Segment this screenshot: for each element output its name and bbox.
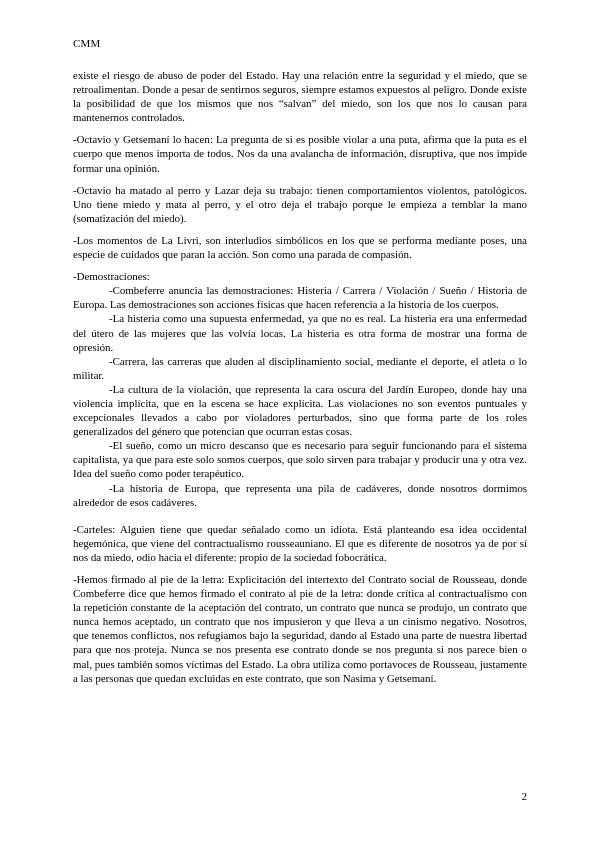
page-number: 2 xyxy=(521,791,527,803)
demostraciones-heading: -Demostraciones: xyxy=(73,271,150,284)
paragraph-contrato-social: -Hemos firmado al pie de la letra: Explicitación del intertexto del Contrato social de Rousseau, donde Combeferre dice que hemos firmado el contrato al pie de la letra: donde crítica al contractualismo con la repetición constante de la aceptación del contrato, un contrato que nunca se produjo, un contrato que nunca hemos aceptado, un contrato que nos impusieron y que lleva a un cinismo negativo. Nosotros, que tenemos conflictos, nos refugiamos bajo la seguridad, dando al Estado una parte de nuestra libertad para que nos proteja. Nunca se nos presenta ese contrato donde se nos pregunta si nos parece bien o mal, pues también somos víctimas del Estado. La obra utiliza como portavoces de Rousseau, justamente a las personas que quedan excluidas en este contrato, que son Nasima y Getsemaní. xyxy=(73,574,527,685)
demostraciones-item: -La histeria como una supuesta enfermedad, ya que no es real. La histeria era una enfermedad del útero de las mujeres que las volvía locas. La histeria es otra forma de mostrar una forma de opresión. xyxy=(73,313,527,354)
paragraph-octavio-getsemani: -Octavio y Getsemaní lo hacen: La pregunta de si es posible violar a una puta, afirma que la puta es el cuerpo que menos importa de todos. Nos da una avalancha de información, disruptiva, que nos impide formar una opinión. xyxy=(73,134,527,175)
demostraciones-item: -La cultura de la violación, que representa la cara oscura del Jardín Europeo, donde hay una violencia implícita, que en la escena se hace explícita. Las violaciones no son eventos puntuales y excepcionales llevados a cabo por violadores perturbados, sino que forma parte de los roles generalizados del género que potencian que ocurran estas cosas. xyxy=(73,383,527,439)
demostraciones-item: -El sueño, como un micro descanso que es necesario para seguir funcionando para el sistema capitalista, ya que para este solo somos cuerpos, que solo sirven para trabajar y producir una y otra vez. Idea del sueño como poder terapéutico. xyxy=(73,440,527,481)
document-body xyxy=(73,69,527,694)
paragraph-estado-miedo: existe el riesgo de abuso de poder del Estado. Hay una relación entre la seguridad y el miedo, que se retroalimentan. Donde a pesar de sentirnos seguros, siempre estamos expuestos al peligro. Donde existe la posibilidad de que los mismos que nos “salvan” del miedo, son los que nos lo causan para mantenernos controlados. xyxy=(73,70,527,125)
paragraph-octavio-lazar: -Octavio ha matado al perro y Lazar deja su trabajo: tienen comportamientos violentos, patológicos. Uno tiene miedo y mata al perro, y el otro deja el trabajo porque le empieza a temblar la mano (somatización del miedo). xyxy=(73,184,527,225)
paragraph-la-livri: -Los momentos de La Livri, son interludios simbólicos en los que se performa mediante poses, una especie de cuidados que paran la acción. Son como una parada de compasión. xyxy=(73,234,527,262)
demostraciones-item: -La historia de Europa, que representa una pila de cadáveres, donde nosotros dormimos alrededor de esos cadáveres. xyxy=(73,482,527,509)
page-header: CMM xyxy=(73,38,101,50)
paragraph-carteles: -Carteles: Alguien tiene que quedar señalado como un idiota. Está planteando esa idea occidental hegemónica, que viene del contractualismo rousseauniano. El que es diferente de nosotros ya de por sí nos da miedo, odio hacia el diferente: propio de la sociedad fobocrática. xyxy=(73,523,527,564)
demostraciones-item: -Combeferre anuncia las demostraciones: Histeria / Carrera / Violación / Sueño / Historia de Europa. Las demostraciones son acciones físicas que hacen referencia a la historia de los cuerpos. xyxy=(73,285,527,312)
demostraciones-item: -Carrera, las carreras que aluden al disciplinamiento social, mediante el deporte, el atleta o lo militar. xyxy=(73,355,527,382)
